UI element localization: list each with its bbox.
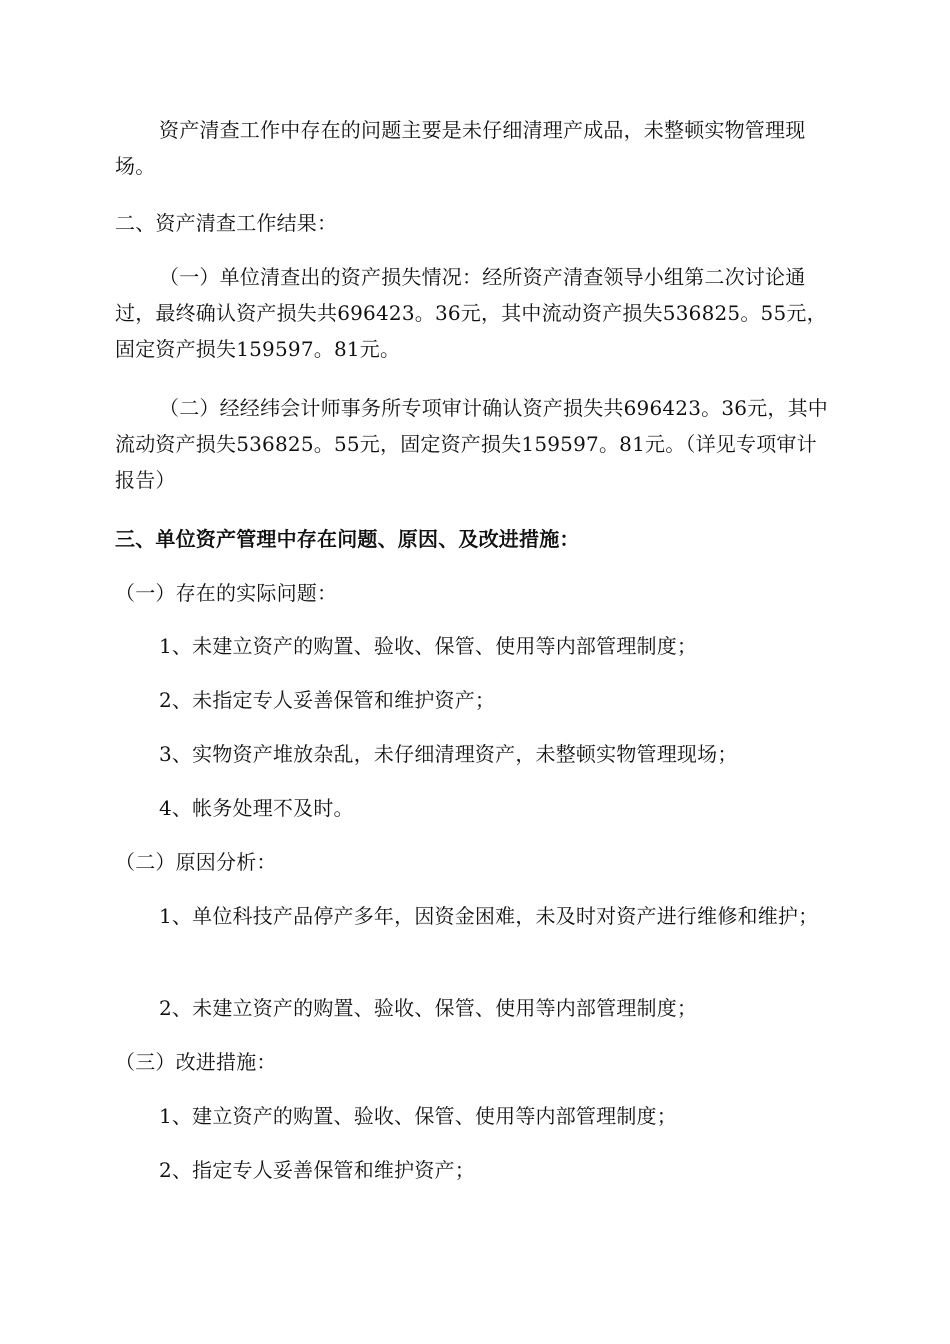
intro-paragraph: 资产清查工作中存在的问题主要是未仔细清理产成品，未整顿实物管理现场。 — [115, 118, 806, 178]
result-paragraph-1: （一）单位清查出的资产损失情况：经所资产清查领导小组第二次讨论通过，最终确认资产损失共696423。36元，其中流动资产损失536825。55元，固定资产损失159597。81元。 — [115, 265, 827, 361]
measure-item: 2、指定专人妥善保管和维护资产； — [159, 1158, 475, 1182]
problem-item: 2、未指定专人妥善保管和维护资产； — [159, 688, 496, 712]
subheading-causes: （二）原因分析： — [115, 850, 277, 874]
subheading-problems: （一）存在的实际问题： — [115, 581, 338, 605]
problem-item: 4、帐务处理不及时。 — [159, 796, 354, 820]
section-heading-results: 二、资产清查工作结果： — [115, 211, 338, 235]
problem-item: 1、未建立资产的购置、验收、保管、使用等内部管理制度； — [159, 634, 698, 658]
section-heading-issues: 三、单位资产管理中存在问题、原因、及改进措施： — [115, 527, 580, 551]
subheading-measures: （三）改进措施： — [115, 1050, 277, 1074]
cause-item: 2、未建立资产的购置、验收、保管、使用等内部管理制度； — [159, 996, 698, 1020]
measure-item: 1、建立资产的购置、验收、保管、使用等内部管理制度； — [159, 1104, 677, 1128]
result-paragraph-2: （二）经经纬会计师事务所专项审计确认资产损失共696423。36元，其中流动资产损失536825。55元，固定资产损失159597。81元。（详见专项审计报告） — [115, 396, 828, 492]
problem-item: 3、实物资产堆放杂乱，未仔细清理资产，未整顿实物管理现场； — [159, 742, 738, 766]
cause-item: 1、单位科技产品停产多年，因资金困难，未及时对资产进行维修和维护； — [159, 904, 819, 928]
